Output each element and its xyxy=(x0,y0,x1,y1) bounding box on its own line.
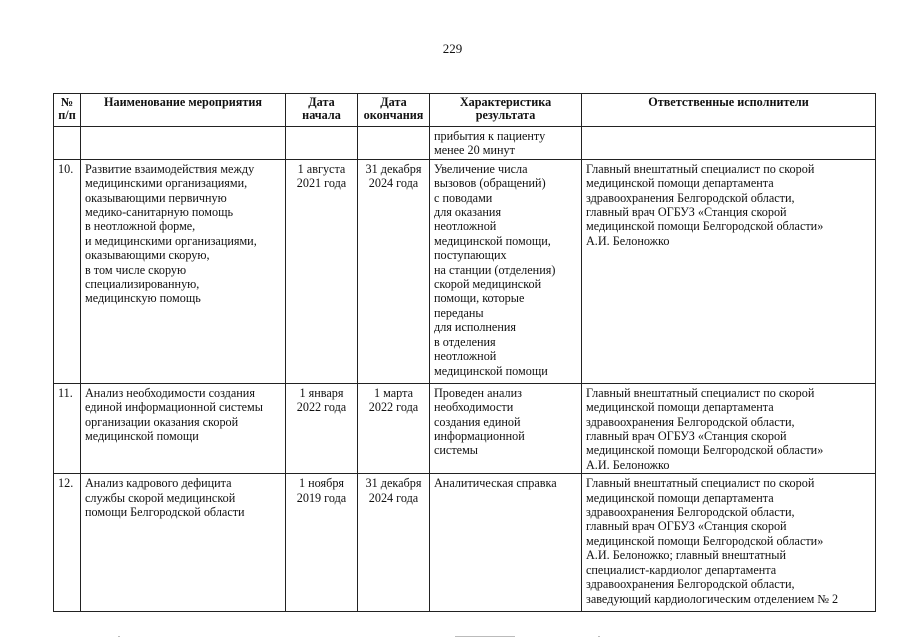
scan-mark xyxy=(598,636,600,637)
cell-num: 12. xyxy=(54,474,81,612)
table-row xyxy=(54,383,876,473)
cell-responsible: Главный внештатный специалист по скорой медицинской помощи департамента здравоохранения Белгородской области, главный врач ОГБУЗ «Станция скорой медицинской помощи Белгородской области» А.И. Белоножко xyxy=(582,383,876,473)
cell-result: Проведен анализ необходимости создания единой информационной системы xyxy=(430,383,582,473)
scan-edge-marks xyxy=(0,632,905,640)
header-name: Наименование мероприятия xyxy=(81,94,286,127)
cell-num: 11. xyxy=(54,383,81,473)
cell-name: Развитие взаимодействия между медицинскими организациями, оказывающими первичную медико-санитарную помощь в неотложной форме, и медицинскими организациями, оказывающими скорую, в том числе скорую специализированную, медицинскую помощь xyxy=(81,159,286,383)
cell-end-date: 31 декабря 2024 года xyxy=(358,159,430,383)
header-result: Характеристика результата xyxy=(430,94,582,127)
header-start-date: Дата начала xyxy=(286,94,358,127)
scan-mark xyxy=(455,636,515,637)
table-header-row xyxy=(54,94,876,127)
cell-responsible: Главный внештатный специалист по скорой медицинской помощи департамента здравоохранения Белгородской области, главный врач ОГБУЗ «Станция скорой медицинской помощи Белгородской области» А.И. Белоножко xyxy=(582,159,876,383)
cell-name: Анализ кадрового дефицита службы скорой медицинской помощи Белгородской области xyxy=(81,474,286,612)
header-end-date: Дата окончания xyxy=(358,94,430,127)
cell-result: прибытия к пациенту менее 20 минут xyxy=(430,127,582,160)
cell-result: Увеличение числа вызовов (обращений) с поводами для оказания неотложной медицинской помощи, поступающих на станции (отделения) скорой медицинской помощи, которые переданы для исполнения в отделения неотложной медицинской помощи xyxy=(430,159,582,383)
cell-start-date: 1 января 2022 года xyxy=(286,383,358,473)
cell-end-date: 31 декабря 2024 года xyxy=(358,474,430,612)
cell-num: 10. xyxy=(54,159,81,383)
table-row-continuation xyxy=(54,127,876,160)
scan-mark xyxy=(118,636,120,637)
activities-table xyxy=(53,93,876,612)
cell-end-date: 1 марта 2022 года xyxy=(358,383,430,473)
cell-start-date: 1 августа 2021 года xyxy=(286,159,358,383)
cell-name: Анализ необходимости создания единой информационной системы организации оказания скорой медицинской помощи xyxy=(81,383,286,473)
cell-result: Аналитическая справка xyxy=(430,474,582,612)
table-row xyxy=(54,474,876,612)
header-num: № п/п xyxy=(54,94,81,127)
cell-responsible: Главный внештатный специалист по скорой медицинской помощи департамента здравоохранения Белгородской области, главный врач ОГБУЗ «Станция скорой медицинской помощи Белгородской области» А.И. Белоножко; главный внештатный специалист-кардиолог департамента здравоохранения Белгородской области, заведующий кардиологическим отделением № 2 xyxy=(582,474,876,612)
header-responsible: Ответственные исполнители xyxy=(582,94,876,127)
table-row xyxy=(54,159,876,383)
cell-start-date: 1 ноября 2019 года xyxy=(286,474,358,612)
page-number: 229 xyxy=(442,41,463,56)
